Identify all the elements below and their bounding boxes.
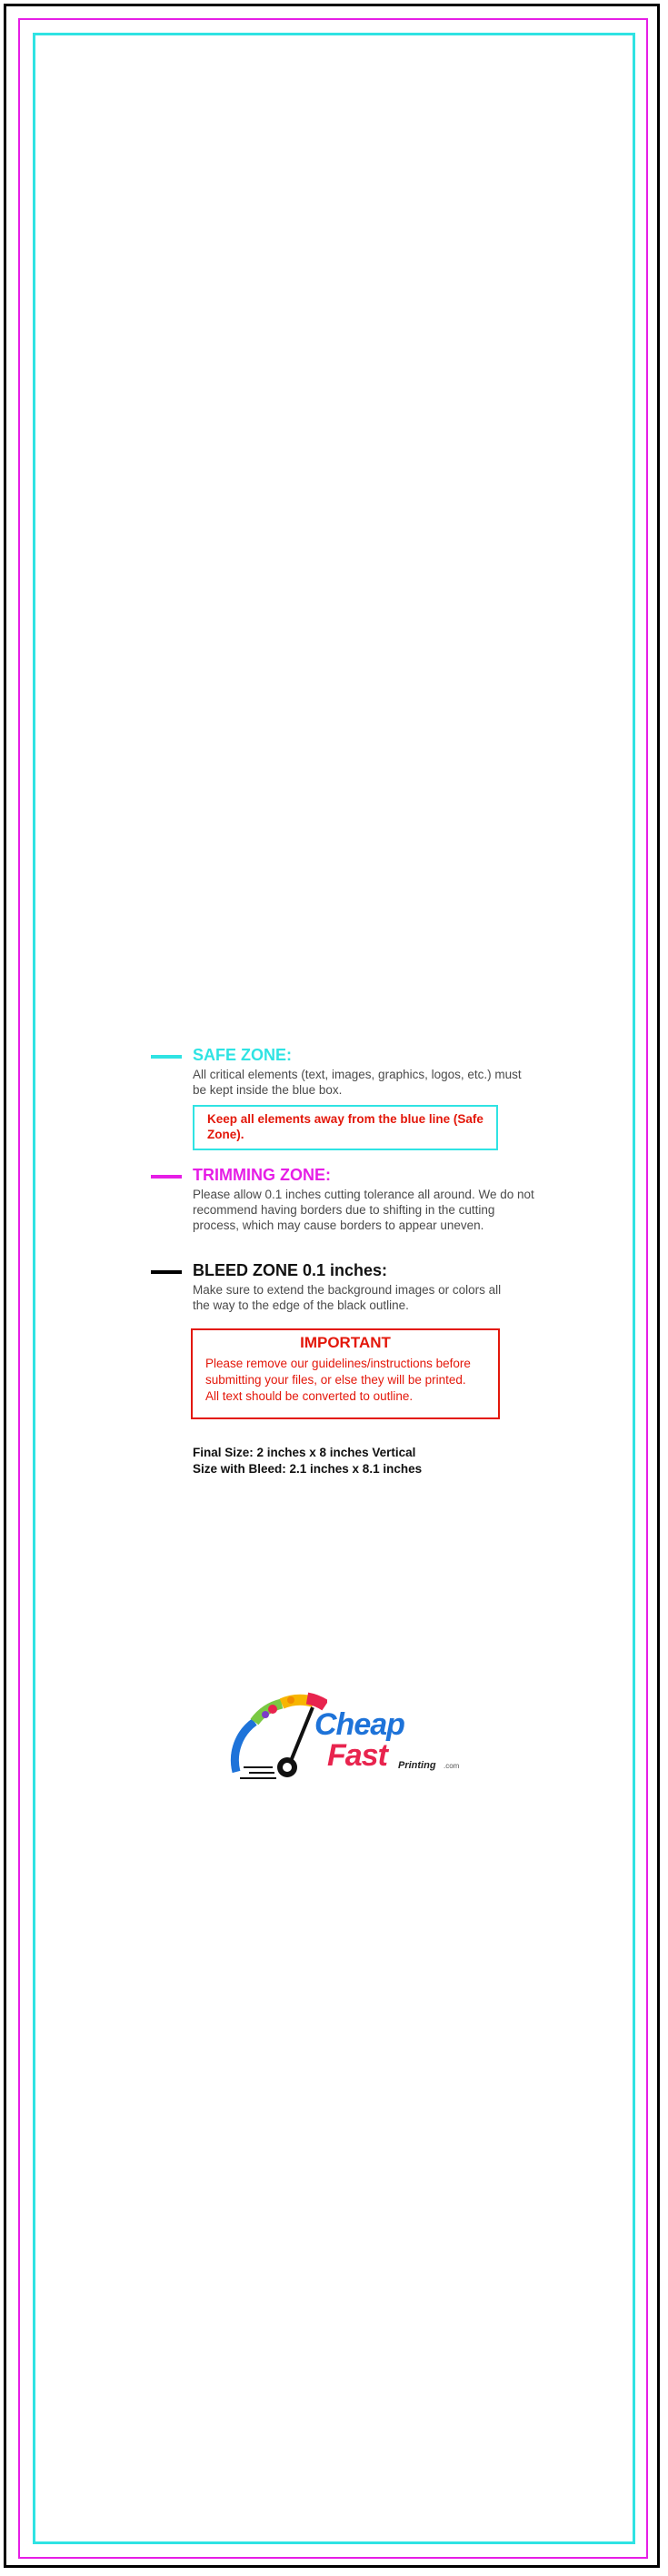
- bleed-zone-description: Make sure to extend the background images or colors all the way to the edge of the black outline.: [193, 1283, 502, 1312]
- logo-suffix: .com: [444, 1762, 460, 1770]
- trimming-zone-legend-line: [151, 1175, 182, 1179]
- logo-word-printing: Printing: [398, 1760, 436, 1771]
- final-size-text: Final Size: 2 inches x 8 inches Vertical: [193, 1446, 416, 1459]
- safe-zone-title: SAFE ZONE:: [193, 1046, 293, 1064]
- bleed-size-text: Size with Bleed: 2.1 inches x 8.1 inches: [193, 1462, 423, 1476]
- bleed-zone-title: BLEED ZONE 0.1 inches:: [193, 1261, 388, 1279]
- safe-zone-legend-line: [151, 1055, 182, 1059]
- important-outline-text: All text should be converted to outline.: [205, 1389, 414, 1403]
- trimming-zone-description: Please allow 0.1 inches cutting tolerance all around. We do not recommend having borders due to shifting in the cutting process, which may cause borders to appear uneven.: [193, 1188, 534, 1232]
- important-box: [191, 1328, 500, 1419]
- cheapfastprinting-logo: [227, 1686, 464, 1785]
- bleed-zone-legend-line: [151, 1270, 182, 1274]
- speedometer-icon: [227, 1686, 327, 1785]
- logo-word-cheap: Cheap: [314, 1707, 404, 1742]
- size-info: [193, 1445, 422, 1477]
- important-title: IMPORTANT: [300, 1334, 391, 1351]
- important-remove-guidelines-text: Please remove our guidelines/instructions before submitting your files, or else they will be printed.: [205, 1357, 471, 1387]
- safe-zone-description: All critical elements (text, images, graphics, logos, etc.) must be kept inside the blue box.: [193, 1068, 522, 1097]
- logo-word-fast: Fast: [327, 1738, 387, 1773]
- safe-zone-callout: Keep all elements away from the blue line (Safe Zone).: [193, 1105, 498, 1150]
- trimming-zone-title: TRIMMING ZONE:: [193, 1166, 331, 1184]
